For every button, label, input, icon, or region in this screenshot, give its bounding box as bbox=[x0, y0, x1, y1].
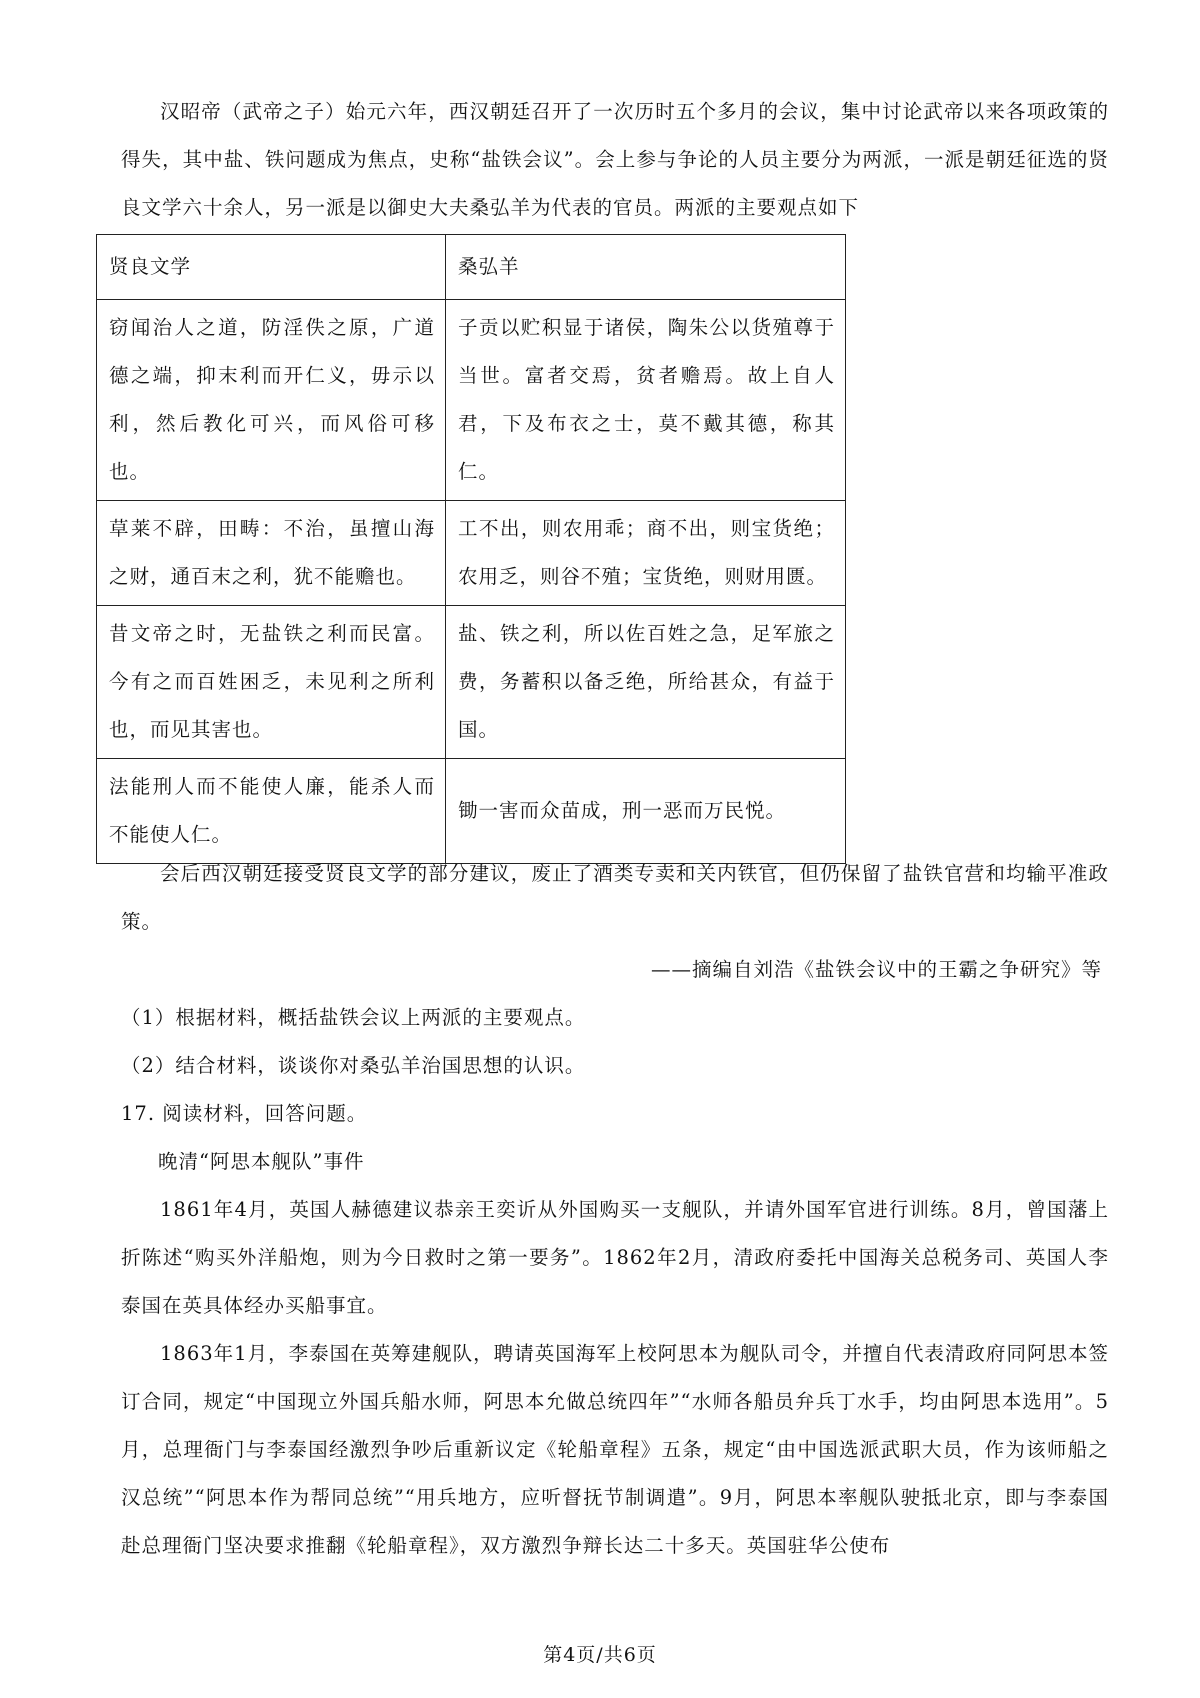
table-header-row bbox=[97, 235, 846, 300]
table-cell: 窃闻治人之道，防淫佚之原，广道德之端，抑末利而开仁义，毋示以利，然后教化可兴，而风俗可移也。 bbox=[97, 300, 446, 501]
table-cell: 盐、铁之利，所以佐百姓之急，足军旅之费，务蓄积以备乏绝，所给甚众，有益于国。 bbox=[446, 606, 846, 759]
table-cell: 法能刑人而不能使人廉，能杀人而不能使人仁。 bbox=[97, 759, 446, 864]
page-number: 第4页/共6页 bbox=[543, 1644, 657, 1666]
question-2: （2）结合材料，谈谈你对桑弘羊治国思想的认识。 bbox=[121, 1054, 586, 1077]
paragraph-1863: 1863年1月，李泰国在英筹建舰队，聘请英国海军上校阿思本为舰队司令，并擅自代表清政府同阿思本签订合同，规定“中国现立外国兵船水师，阿思本允做总统四年”“水师各船员弁兵丁水手，均由阿思本选用”。5月，总理衙门与李泰国经激烈争吵后重新议定《轮船章程》五条，规定“由中国选派武职大员，作为该师船之汉总统”“阿思本作为帮同总统”“用兵地方，应听督抚节制调遣”。9月，阿思本率舰队驶抵北京，即与李泰国赴总理衙门坚决要求推翻《轮船章程》，双方激烈争辩长达二十多天。英国驻华公使布 bbox=[121, 1342, 1109, 1557]
table-cell: 草莱不辟，田畴：不治，虽擅山海之财，通百末之利，犹不能赡也。 bbox=[97, 501, 446, 606]
table-row bbox=[97, 759, 846, 864]
header-sang-hongyang: 桑弘羊 bbox=[446, 235, 846, 300]
table-row bbox=[97, 300, 846, 501]
table-row bbox=[97, 606, 846, 759]
after-table-paragraph: 会后西汉朝廷接受贤良文学的部分建议，废止了酒类专卖和关内铁官，但仍保留了盐铁官营和均输平准政策。 bbox=[121, 862, 1109, 933]
paragraph-1861: 1861年4月，英国人赫德建议恭亲王奕䜣从外国购买一支舰队，并请外国军官进行训练。8月，曾国藩上折陈述“购买外洋船炮，则为今日救时之第一要务”。1862年2月，清政府委托中国海关总税务司、英国人李泰国在英具体经办买船事宜。 bbox=[121, 1198, 1109, 1317]
table-row bbox=[97, 501, 846, 606]
viewpoints-table bbox=[96, 234, 846, 864]
source-citation: ——摘编自刘浩《盐铁会议中的王霸之争研究》等 bbox=[650, 958, 1102, 981]
header-xianliang-wenxue: 贤良文学 bbox=[97, 235, 446, 300]
table-cell: 昔文帝之时，无盐铁之利而民富。今有之而百姓困乏，未见利之所利也，而见其害也。 bbox=[97, 606, 446, 759]
table-cell: 工不出，则农用乖；商不出，则宝货绝；农用乏，则谷不殖；宝货绝，则财用匮。 bbox=[446, 501, 846, 606]
table-cell: 子贡以贮积显于诸侯，陶朱公以货殖尊于当世。富者交焉，贫者赡焉。故上自人君，下及布衣之士，莫不戴其德，称其仁。 bbox=[446, 300, 846, 501]
intro-paragraph: 汉昭帝（武帝之子）始元六年，西汉朝廷召开了一次历时五个多月的会议，集中讨论武帝以来各项政策的得失，其中盐、铁问题成为焦点，史称“盐铁会议”。会上参与争论的人员主要分为两派，一派是朝廷征选的贤良文学六十余人，另一派是以御史大夫桑弘羊为代表的官员。两派的主要观点如下 bbox=[121, 100, 1109, 219]
question-17-heading: 17. 阅读材料，回答问题。 bbox=[121, 1102, 368, 1125]
question-1: （1）根据材料，概括盐铁会议上两派的主要观点。 bbox=[121, 1006, 586, 1029]
table-cell: 锄一害而众苗成，刑一恶而万民悦。 bbox=[446, 759, 846, 864]
section-title: 晚清“阿思本舰队”事件 bbox=[158, 1150, 365, 1173]
